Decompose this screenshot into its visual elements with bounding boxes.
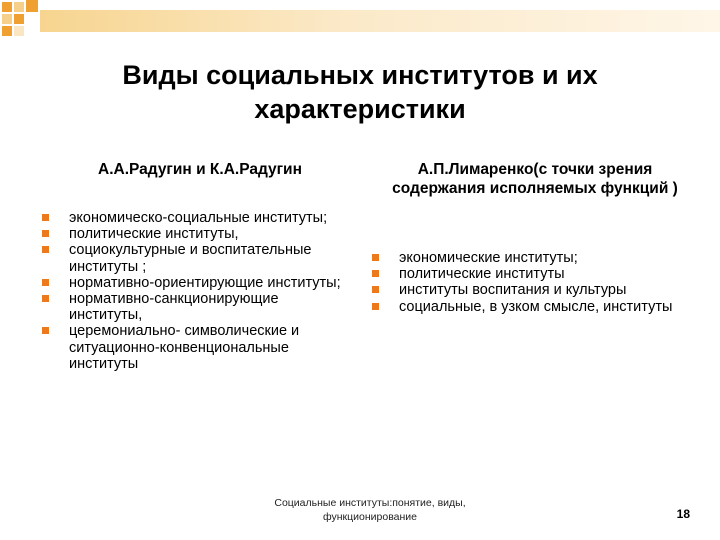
square-bullet-icon: [42, 295, 49, 302]
left-column-list: [42, 210, 352, 372]
list-item: политические институты,: [42, 226, 352, 242]
square-bullet-icon: [42, 214, 49, 221]
square-bullet-icon: [372, 270, 379, 277]
list-item: социокультурные и воспитательные институты ;: [42, 242, 352, 274]
list-item: институты воспитания и культуры: [372, 282, 682, 298]
list-item: нормативно-ориентирующие институты;: [42, 275, 352, 291]
list-item: церемониально- символические и ситуационно-конвенциональные институты: [42, 323, 352, 372]
square-bullet-icon: [42, 327, 49, 334]
list-item: экономические институты;: [372, 250, 682, 266]
footer-caption: Социальные институты:понятие, виды, функционирование: [274, 497, 466, 523]
list-item: нормативно-санкционирующие институты,: [42, 291, 352, 323]
list-item: политические институты: [372, 266, 682, 282]
list-item: социальные, в узком смысле, институты: [372, 299, 682, 315]
corner-decoration: [0, 0, 40, 40]
square-bullet-icon: [42, 279, 49, 286]
square-bullet-icon: [42, 230, 49, 237]
slide-title: Виды социальных институтов и их характеристики: [122, 60, 598, 124]
square-bullet-icon: [372, 286, 379, 293]
right-column-list: [372, 250, 682, 315]
top-decorative-bar: [40, 10, 720, 32]
list-item: экономическо-социальные институты;: [42, 210, 352, 226]
square-bullet-icon: [42, 246, 49, 253]
right-column-heading: А.П.Лимаренко(с точки зрения содержания исполняемых функций ): [392, 161, 678, 197]
square-bullet-icon: [372, 303, 379, 310]
page-number: 18: [676, 507, 690, 521]
square-bullet-icon: [372, 254, 379, 261]
left-column-heading: А.А.Радугин и К.А.Радугин: [98, 161, 302, 178]
